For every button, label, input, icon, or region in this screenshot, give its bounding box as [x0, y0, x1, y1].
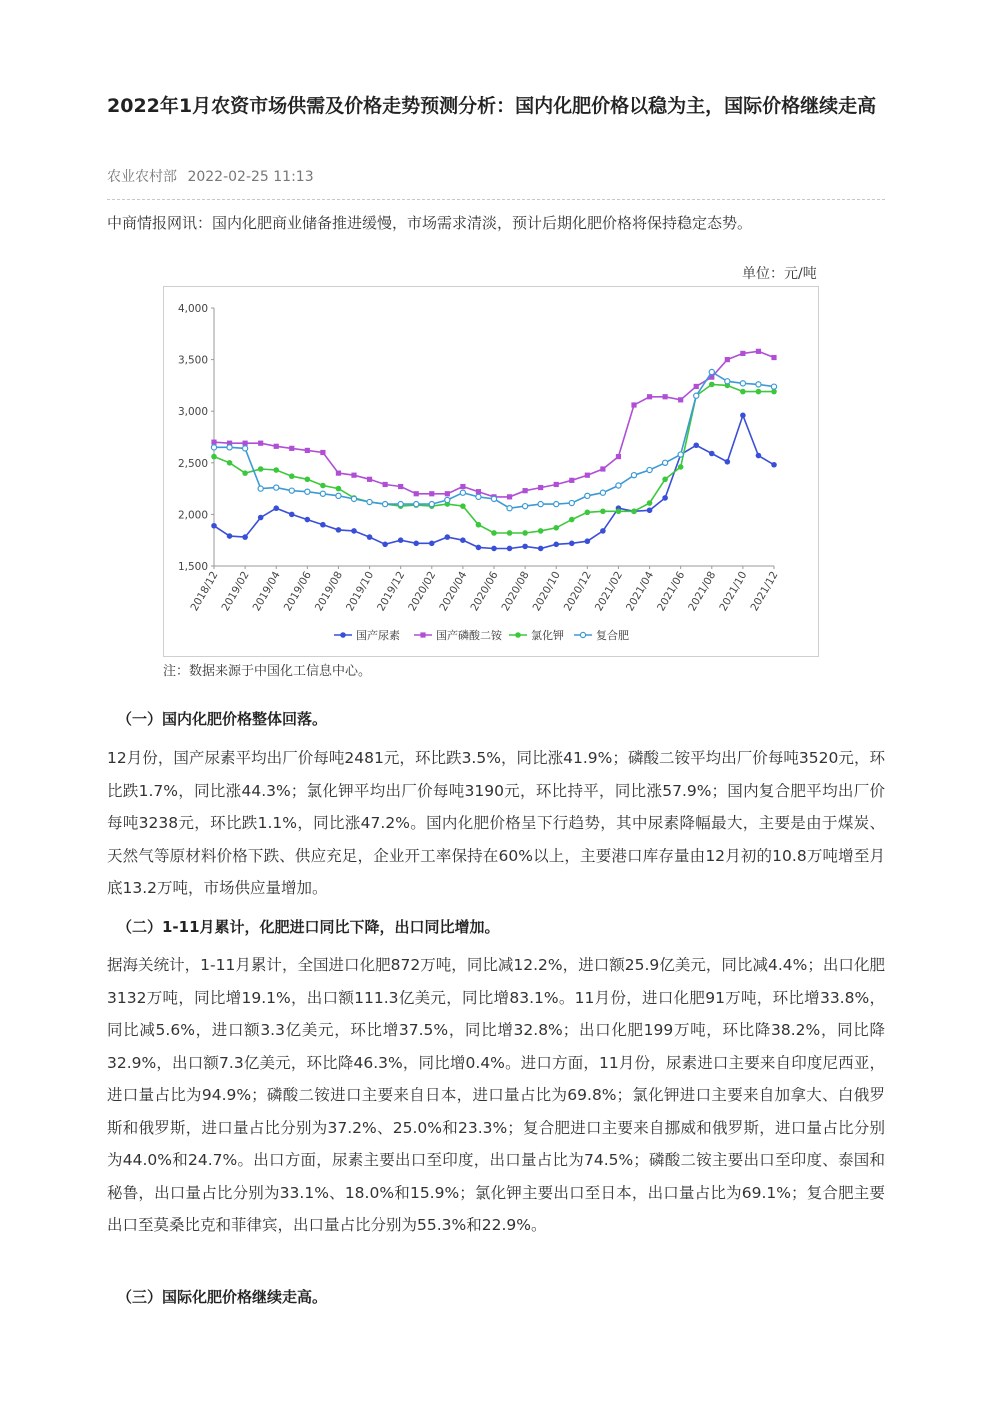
- data-point: [647, 467, 652, 472]
- data-point: [289, 473, 295, 479]
- data-point: [273, 505, 279, 511]
- data-point: [227, 533, 233, 539]
- data-point: [647, 507, 653, 513]
- x-tick-label: 2020/02: [406, 569, 439, 614]
- series-line-1: [214, 415, 774, 548]
- data-point: [523, 504, 528, 509]
- data-point: [507, 530, 513, 536]
- data-point: [756, 453, 762, 459]
- data-point: [600, 528, 606, 534]
- data-point: [336, 471, 341, 476]
- data-point: [258, 466, 264, 472]
- data-point: [398, 484, 403, 489]
- data-point: [367, 477, 372, 482]
- data-point: [725, 357, 730, 362]
- data-point: [662, 495, 668, 501]
- legend-marker: [420, 632, 425, 637]
- data-point: [553, 542, 559, 548]
- data-point: [538, 485, 543, 490]
- y-tick-label: 1,500: [177, 561, 208, 573]
- data-point: [522, 544, 528, 550]
- data-point: [740, 351, 745, 356]
- data-point: [538, 528, 544, 534]
- data-point: [320, 491, 325, 496]
- data-point: [554, 501, 559, 506]
- article-title: 2022年1月农资市场供需及价格走势预测分析：国内化肥价格以稳为主，国际价格继续走高: [107, 95, 877, 117]
- legend-marker: [580, 632, 585, 637]
- article-source: 农业农村部: [107, 169, 177, 185]
- data-point: [242, 534, 248, 540]
- data-point: [336, 486, 342, 492]
- price-chart: [163, 286, 819, 657]
- x-tick-label: 2020/12: [561, 569, 594, 614]
- data-point: [631, 402, 636, 407]
- legend-label: 复合肥: [596, 629, 629, 642]
- data-point: [678, 464, 684, 470]
- data-point: [243, 446, 248, 451]
- data-point: [553, 525, 559, 531]
- data-point: [429, 540, 435, 546]
- data-point: [740, 413, 746, 419]
- data-point: [242, 470, 248, 476]
- x-tick-label: 2019/10: [343, 569, 377, 614]
- data-point: [305, 448, 310, 453]
- data-point: [725, 379, 730, 384]
- x-tick-label: 2021/02: [592, 569, 626, 614]
- data-point: [694, 384, 699, 389]
- data-point: [491, 530, 497, 536]
- data-point: [740, 381, 745, 386]
- data-point: [678, 397, 683, 402]
- data-point: [647, 500, 653, 506]
- data-point: [523, 488, 528, 493]
- price-chart-svg: [164, 287, 818, 656]
- x-tick-label: 2021/12: [748, 569, 781, 614]
- data-point: [273, 467, 279, 473]
- data-point: [398, 501, 403, 506]
- x-tick-label: 2020/10: [530, 569, 563, 614]
- article-datetime: 2022-02-25 11:13: [187, 169, 314, 185]
- data-point: [211, 445, 216, 450]
- data-point: [663, 394, 668, 399]
- data-point: [305, 517, 311, 523]
- y-tick-label: 2,500: [177, 457, 208, 470]
- data-point: [320, 450, 325, 455]
- data-point: [585, 538, 591, 544]
- data-point: [507, 506, 512, 511]
- x-tick-label: 2019/12: [375, 569, 408, 614]
- data-point: [771, 355, 776, 360]
- data-point: [336, 493, 341, 498]
- x-tick-label: 2018/12: [188, 569, 221, 614]
- data-point: [616, 509, 622, 515]
- data-point: [305, 489, 310, 494]
- data-point: [491, 496, 496, 501]
- x-tick-label: 2019/08: [312, 569, 346, 614]
- data-point: [554, 482, 559, 487]
- data-point: [569, 540, 575, 546]
- data-point: [647, 394, 652, 399]
- data-point: [429, 501, 434, 506]
- y-tick-label: 3,500: [177, 354, 208, 367]
- data-point: [569, 517, 575, 523]
- data-point: [709, 382, 715, 388]
- data-point: [414, 501, 419, 506]
- data-point: [569, 478, 574, 483]
- data-point: [320, 483, 326, 489]
- section-heading-3: （三）国际化肥价格继续走高。: [117, 1288, 328, 1306]
- data-point: [771, 462, 777, 468]
- data-point: [709, 451, 715, 457]
- data-point: [289, 446, 294, 451]
- data-point: [616, 483, 621, 488]
- data-point: [367, 534, 373, 540]
- data-point: [740, 389, 746, 395]
- x-tick-label: 2021/06: [655, 569, 688, 614]
- data-point: [771, 384, 776, 389]
- x-tick-label: 2020/04: [437, 569, 470, 614]
- data-point: [211, 523, 217, 529]
- series-line-3: [214, 384, 774, 533]
- data-point: [445, 497, 450, 502]
- data-point: [460, 503, 466, 509]
- data-point: [429, 491, 434, 496]
- data-point: [227, 445, 232, 450]
- data-point: [258, 515, 264, 521]
- section-heading-2: （二）1-11月累计，化肥进口同比下降，出口同比增加。: [117, 918, 500, 936]
- data-point: [383, 482, 388, 487]
- legend-label: 氯化钾: [531, 629, 564, 642]
- legend-marker: [515, 632, 521, 638]
- data-point: [460, 537, 466, 543]
- data-point: [678, 452, 683, 457]
- data-point: [460, 484, 465, 489]
- section-heading-1: （一）国内化肥价格整体回落。: [117, 710, 328, 728]
- data-point: [211, 440, 216, 445]
- data-point: [367, 499, 372, 504]
- x-tick-label: 2021/08: [686, 569, 719, 614]
- data-point: [756, 389, 762, 395]
- data-point: [476, 522, 482, 528]
- data-point: [476, 494, 481, 499]
- data-point: [274, 485, 279, 490]
- data-point: [585, 473, 590, 478]
- data-point: [211, 454, 217, 460]
- data-point: [382, 542, 388, 548]
- data-point: [351, 528, 357, 534]
- data-point: [413, 540, 419, 546]
- data-point: [336, 527, 342, 533]
- data-point: [600, 509, 606, 515]
- data-point: [507, 546, 513, 552]
- data-point: [600, 466, 605, 471]
- article-meta: [107, 166, 320, 186]
- y-tick-label: 4,000: [177, 303, 208, 315]
- data-point: [507, 494, 512, 499]
- data-point: [320, 522, 326, 528]
- data-point: [445, 534, 451, 540]
- x-tick-label: 2021/04: [623, 569, 657, 614]
- data-point: [491, 546, 497, 552]
- data-point: [460, 490, 465, 495]
- data-point: [351, 473, 356, 478]
- data-point: [289, 488, 294, 493]
- chart-note: 注：数据来源于中国化工信息中心。: [163, 664, 372, 679]
- section-body-1: 12月份，国产尿素平均出厂价每吨2481元，环比跌3.5%，同比涨41.9%；磷酸二铵平均出厂价每吨3520元，环比跌1.7%，同比涨44.3%；氯化钾平均出厂价每吨3190元，环比持平，同比涨57.9%；国内复合肥平均出厂价每吨3238元，环比跌1.1%，同比涨47.2%。国内化肥价格呈下行趋势，其中尿素降幅最大，主要是由于煤炭、天然气等原材料价格下跌、供应充足，企业开工率保持在60%以上，主要港口库存量由12月初的10.8万吨增至月底13.2万吨，市场供应量增加。: [107, 749, 885, 897]
- x-tick-label: 2019/04: [250, 569, 283, 614]
- x-tick-label: 2020/06: [468, 569, 501, 614]
- data-point: [258, 486, 263, 491]
- x-tick-label: 2019/02: [219, 569, 252, 614]
- data-point: [694, 393, 699, 398]
- data-point: [616, 454, 621, 459]
- data-point: [351, 496, 356, 501]
- data-point: [258, 441, 263, 446]
- data-point: [585, 493, 590, 498]
- y-tick-label: 3,000: [177, 406, 208, 419]
- data-point: [756, 349, 761, 354]
- legend-label: 国产磷酸二铵: [436, 629, 502, 642]
- data-point: [289, 512, 295, 518]
- data-point: [600, 490, 605, 495]
- meta-divider: [107, 199, 885, 200]
- data-point: [476, 545, 482, 551]
- data-point: [476, 489, 481, 494]
- data-point: [538, 546, 544, 552]
- data-point: [631, 473, 636, 478]
- data-point: [693, 442, 699, 448]
- data-point: [414, 491, 419, 496]
- chart-unit: 单位：元/吨: [742, 266, 817, 282]
- data-point: [662, 477, 668, 483]
- data-point: [305, 477, 311, 483]
- article-lead: 中商情报网讯：国内化肥商业储备推进缓慢，市场需求清淡，预计后期化肥价格将保持稳定态势。: [107, 214, 753, 232]
- data-point: [274, 444, 279, 449]
- legend-label: 国产尿素: [356, 629, 400, 642]
- y-tick-label: 2,000: [177, 509, 208, 522]
- x-tick-label: 2019/06: [281, 569, 314, 614]
- data-point: [227, 460, 233, 466]
- data-point: [243, 441, 248, 446]
- data-point: [756, 382, 761, 387]
- data-point: [725, 459, 731, 465]
- data-point: [445, 491, 450, 496]
- data-point: [663, 460, 668, 465]
- x-tick-label: 2020/08: [499, 569, 532, 614]
- data-point: [585, 510, 591, 516]
- data-point: [398, 537, 404, 543]
- data-point: [709, 369, 714, 374]
- data-point: [631, 509, 637, 515]
- x-tick-label: 2021/10: [717, 569, 750, 614]
- legend-marker: [340, 632, 346, 638]
- data-point: [538, 501, 543, 506]
- data-point: [569, 500, 574, 505]
- data-point: [383, 501, 388, 506]
- section-body-2: 据海关统计，1-11月累计，全国进口化肥872万吨，同比减12.2%，进口额25.9亿美元，同比减4.4%；出口化肥3132万吨，同比增19.1%，出口额111.3亿美元，同比增83.1%。11月份，进口化肥91万吨，环比增33.8%，同比减5.6%，进口额3.3亿美元，环比增37.5%，同比增32.8%；出口化肥199万吨，环比降38.2%，同比降32.9%，出口额7.3亿美元，环比降46.3%，同比增0.4%。进口方面，11月份，尿素进口主要来自印度尼西亚，进口量占比为94.9%；磷酸二铵进口主要来自日本，进口量占比为69.8%；氯化钾进口主要来自加拿大、白俄罗斯和俄罗斯，进口量占比分别为37.2%、25.0%和23.3%；复合肥进口主要来自挪威和俄罗斯，进口量占比分别为44.0%和24.7%。出口方面，尿素主要出口至印度，出口量占比为74.5%；磷酸二铵主要出口至印度、泰国和秘鲁，出口量占比分别为33.1%、18.0%和15.9%；氯化钾主要出口至日本，出口量占比为69.1%；复合肥主要出口至莫桑比克和菲律宾，出口量占比分别为55.3%和22.9%。: [107, 956, 885, 1234]
- data-point: [522, 530, 528, 536]
